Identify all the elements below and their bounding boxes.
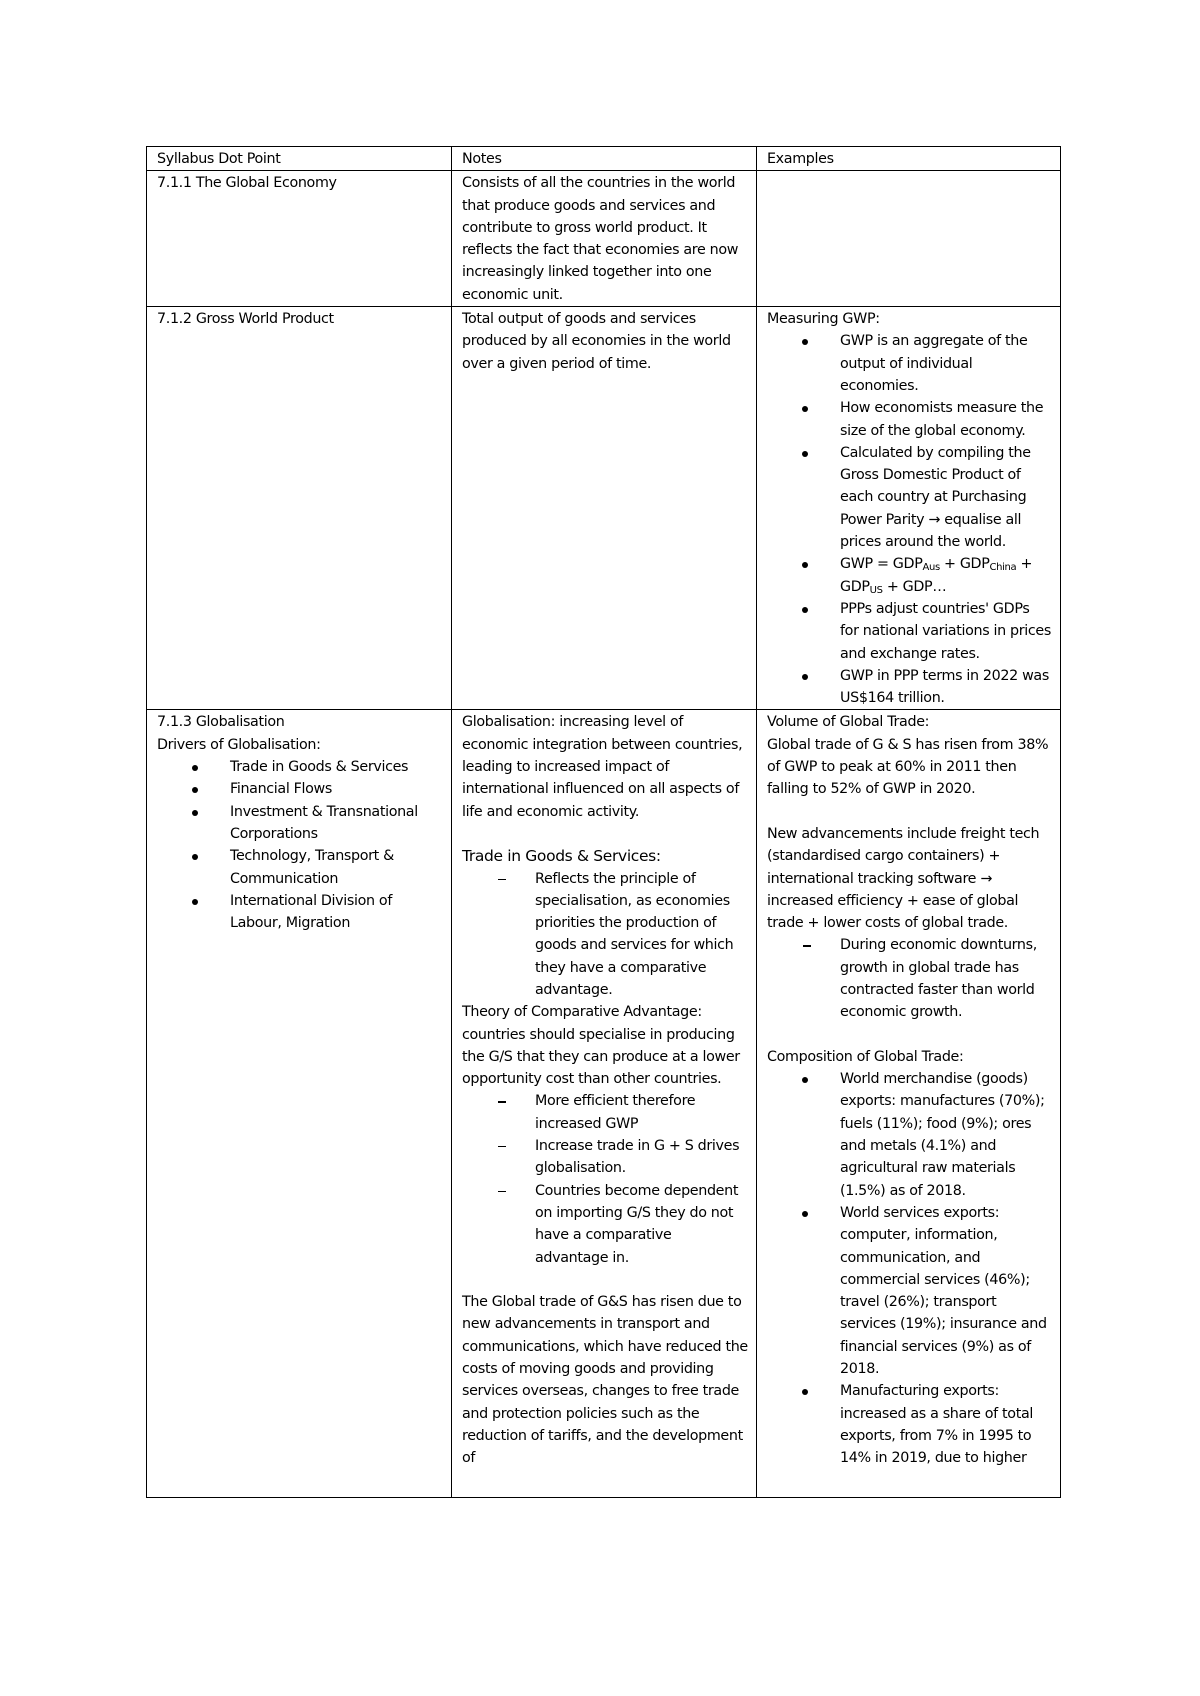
volume-heading: Volume of Global Trade: [767,714,930,731]
list-item: GWP is an aggregate of the output of individual economies. [840,330,1052,397]
spacer [462,823,748,845]
trade-heading: Trade in Goods & Services: [462,847,661,866]
volume-text: Global trade of G & S has risen from 38% of GWP to peak at 60% in 2011 then falling to 52% of GWP in 2020. [767,736,1049,798]
trade-dash-list [462,868,748,1002]
globalisation-definition: Globalisation: increasing level of economic integration between countries, leading to increased impact of international influenced on all aspects of life and economic activity. [462,714,743,820]
list-item: Financial Flows [230,778,443,800]
list-item: International Division of Labour, Migration [230,890,443,935]
drivers-list [157,756,443,934]
list-item: Increase trade in G + S drives globalisation. [535,1135,748,1180]
spacer [767,1024,1052,1046]
notes-text: Total output of goods and services produced by all economies in the world over a given period of time. [462,311,731,372]
header-row [147,147,1061,171]
formula-prefix: GWP = GDP [840,556,923,573]
formula-sub-china: China [989,562,1017,574]
list-item: Countries become dependent on importing G/S they do not have a comparative advantage in. [535,1180,748,1269]
notes-cell [452,710,757,1498]
examples-cell [757,171,1061,307]
gwp-formula-item [840,553,1052,598]
spacer [767,801,1052,823]
formula-sub-us: US [869,584,883,596]
composition-bullet-list [767,1068,1052,1469]
table-row [147,307,1061,710]
formula-plus: + GDP [939,556,990,573]
list-item: Technology, Transport & Communication [230,845,443,890]
list-item: PPPs adjust countries' GDPs for national variations in prices and exchange rates. [840,598,1052,665]
list-item: Reflects the principle of specialisation, as economies priorities the production of goods and services for which they have a comparative advantage. [535,868,748,1002]
notes-cell [452,307,757,710]
list-item: Investment & Transnational Corporations [230,801,443,846]
dot-point-text: 7.1.2 Gross World Product [157,311,334,328]
formula-tail: + GDP… [882,578,947,595]
examples-heading: Measuring GWP: [767,311,880,328]
dot-point-cell [147,710,452,1498]
list-item: Trade in Goods & Services [230,756,443,778]
examples-cell [757,710,1061,1498]
composition-heading: Composition of Global Trade: [767,1048,964,1065]
theory-dash-list [462,1090,748,1268]
list-item: How economists measure the size of the global economy. [840,397,1052,442]
list-item: During economic downturns, growth in global trade has contracted faster than world economic growth. [840,934,1052,1023]
formula-plus: + GDP [840,556,1033,595]
list-item: World merchandise (goods) exports: manufactures (70%); fuels (11%); food (9%); ores and metals (4.1%) and agricultural raw materials (1.5%) as of 2018. [840,1068,1052,1202]
notes-text: Consists of all the countries in the world that produce goods and services and contribute to gross world product. It reflects the fact that economies are now increasingly linked together into one economic unit. [462,175,739,303]
examples-cell [757,307,1061,710]
dot-point-cell [147,171,452,307]
dot-point-cell [147,307,452,710]
advancements-text: New advancements include freight tech (standardised cargo containers) + international tracking software → increased efficiency + ease of global trade + lower costs of global trade. [767,825,1040,932]
header-syllabus-dot-point: Syllabus Dot Point [147,147,452,171]
notes-cell [452,171,757,307]
comparative-advantage-text: Theory of Comparative Advantage: countries should specialise in producing the G/S that they can produce at a lower opportunity cost than other countries. [462,1004,740,1088]
dot-point-text: 7.1.1 The Global Economy [157,175,337,192]
header-notes: Notes [452,147,757,171]
spacer [462,1269,748,1291]
list-item: More efficient therefore increased GWP [535,1090,748,1135]
examples-bullet-list [767,330,1052,709]
header-examples: Examples [757,147,1061,171]
global-trade-closing-text: The Global trade of G&S has risen due to new advancements in transport and communications, which have reduced the costs of moving goods and providing services overseas, changes to free trade and protection policies such as the reduction of tariffs, and the development of [462,1294,748,1467]
list-item: World services exports: computer, information, communication, and commercial services (46%); travel (26%); transport services (19%); insurance and financial services (9%) as of 2018. [840,1202,1052,1380]
syllabus-notes-table [146,146,1061,1498]
table-row [147,171,1061,307]
formula-sub-aus: Aus [922,562,940,574]
list-item: Manufacturing exports: increased as a share of total exports, from 7% in 1995 to 14% in 2019, due to higher [840,1380,1052,1469]
list-item: Calculated by compiling the Gross Domestic Product of each country at Purchasing Power Parity → equalise all prices around the world. [840,442,1052,553]
advancements-dash-list [767,934,1052,1023]
drivers-heading: Drivers of Globalisation: [157,736,321,753]
list-item: GWP in PPP terms in 2022 was US$164 trillion. [840,665,1052,710]
dot-point-title: 7.1.3 Globalisation [157,714,285,731]
table-row [147,710,1061,1498]
